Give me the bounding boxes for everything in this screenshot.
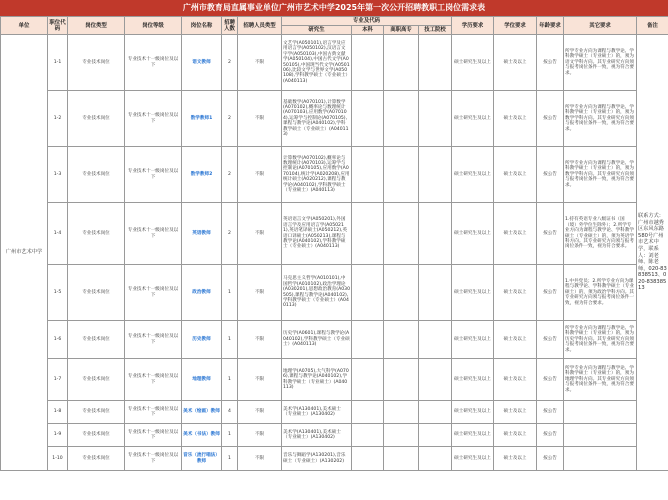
- candidate-type-cell: 不限: [238, 203, 282, 265]
- age-cell: 按公告: [537, 447, 564, 471]
- header-bachelor: 本科: [352, 26, 384, 35]
- education-cell: 硕士研究生及以上: [452, 359, 494, 401]
- header-vocational: 高职高专: [384, 26, 419, 35]
- vocational-major-cell: [384, 447, 419, 471]
- table-row: [1, 35, 668, 91]
- graduate-major-cell: 文艺学(A050101),语言学及应用语言学(A050102),汉语言文字学(A050103),中国古典文献学(A050104),中国古代文学(A050105),中国现当代文学(A050106),比较文学与世界文学(A050108),学科教学硕士（专业硕士）(A040113): [282, 35, 352, 91]
- age-cell: 按公告: [537, 401, 564, 424]
- post-name-link[interactable]: 美术（绘画）教师: [183, 409, 220, 415]
- code-cell: 1-6: [48, 321, 68, 359]
- vocational-major-cell: [384, 424, 419, 447]
- post-type-cell: 专业技术岗位: [68, 91, 125, 147]
- age-cell: 按公告: [537, 424, 564, 447]
- post-level-cell: 专业技术十一级岗位及以下: [125, 91, 182, 147]
- table-row: [1, 203, 668, 265]
- other-requirements-cell: 1.持有英语专业八级证书（国（境）外学位生除外）；2.所学专业方向为课程与教学论、学科教学硕士（专业硕士）的，须为英语学科方向。其专业研究方向须与报考岗位条件一致，视为符合要求。: [564, 203, 637, 265]
- post-level-cell: 专业技术十一级岗位及以下: [125, 203, 182, 265]
- header-technical: 技工院校: [419, 26, 452, 35]
- code-cell: 1-10: [48, 447, 68, 471]
- candidate-type-cell: 不限: [238, 424, 282, 447]
- vocational-major-cell: [384, 265, 419, 321]
- count-cell: 2: [222, 91, 238, 147]
- table-row: [1, 424, 668, 447]
- header-code: 职位代码: [48, 17, 68, 35]
- graduate-major-cell: 马克思主义哲学(A010101),中国哲学(A010102),政治学理论(A030201),思想政治教育(A030505),课程与教学论(A040102),学科教学硕士（专业硕士）(A040113): [282, 265, 352, 321]
- post-type-cell: 专业技术岗位: [68, 147, 125, 203]
- degree-cell: 硕士及以上: [494, 35, 537, 91]
- education-cell: 硕士研究生及以上: [452, 321, 494, 359]
- candidate-type-cell: 不限: [238, 321, 282, 359]
- education-cell: 硕士研究生及以上: [452, 401, 494, 424]
- candidate-type-cell: 不限: [238, 147, 282, 203]
- post-level-cell: 专业技术十一级岗位及以下: [125, 424, 182, 447]
- bachelor-major-cell: [352, 447, 384, 471]
- unit-cell: 广州市艺术中学: [1, 35, 48, 471]
- post-name-cell[interactable]: [182, 265, 222, 321]
- table-row: [1, 359, 668, 401]
- post-level-cell: 专业技术十一级岗位及以下: [125, 401, 182, 424]
- post-name-cell[interactable]: [182, 447, 222, 471]
- post-name-link[interactable]: 政治教师: [192, 289, 211, 295]
- age-cell: 按公告: [537, 35, 564, 91]
- other-requirements-cell: 所学专业方向为课程与教学论、学科教学硕士（专业硕士）的，须为历史学科方向。其专业研究方向须与报考岗位条件一致，视为符合要求。: [564, 321, 637, 359]
- header-graduate: 研究生: [282, 26, 352, 35]
- post-type-cell: 专业技术岗位: [68, 447, 125, 471]
- table-row: [1, 401, 668, 424]
- post-name-cell[interactable]: [182, 203, 222, 265]
- table-row: [1, 321, 668, 359]
- post-level-cell: 专业技术十一级岗位及以下: [125, 447, 182, 471]
- post-type-cell: 专业技术岗位: [68, 203, 125, 265]
- post-type-cell: 专业技术岗位: [68, 424, 125, 447]
- code-cell: 1-4: [48, 203, 68, 265]
- post-type-cell: 专业技术岗位: [68, 35, 125, 91]
- count-cell: 1: [222, 447, 238, 471]
- bachelor-major-cell: [352, 401, 384, 424]
- count-cell: 1: [222, 424, 238, 447]
- header-age: 年龄要求: [537, 17, 564, 35]
- candidate-type-cell: 不限: [238, 401, 282, 424]
- post-level-cell: 专业技术十一级岗位及以下: [125, 359, 182, 401]
- other-requirements-cell: 所学专业方向为课程与教学论、学科教学硕士（专业硕士）的，须为数学学科方向。其专业研究方向须与报考岗位条件一致，视为符合要求。: [564, 147, 637, 203]
- graduate-major-cell: 历史学(A0601),课程与教学论(A040102),学科教学硕士（专业硕士）(A040113): [282, 321, 352, 359]
- degree-cell: 硕士及以上: [494, 321, 537, 359]
- bachelor-major-cell: [352, 265, 384, 321]
- degree-cell: 硕士及以上: [494, 401, 537, 424]
- vocational-major-cell: [384, 401, 419, 424]
- other-requirements-cell: [564, 447, 637, 471]
- other-requirements-cell: [564, 401, 637, 424]
- count-cell: 2: [222, 203, 238, 265]
- post-name-link[interactable]: 数学教师1: [190, 115, 213, 121]
- post-name-link[interactable]: 美术（书法）教师: [183, 432, 220, 438]
- education-cell: 硕士研究生及以上: [452, 424, 494, 447]
- degree-cell: 硕士及以上: [494, 359, 537, 401]
- vocational-major-cell: [384, 91, 419, 147]
- job-table: [0, 16, 668, 471]
- education-cell: 硕士研究生及以上: [452, 35, 494, 91]
- header-count: 招聘人数: [222, 17, 238, 35]
- technical-major-cell: [419, 147, 452, 203]
- count-cell: 2: [222, 35, 238, 91]
- page-title: 广州市教育局直属事业单位广州市艺术中学2025年第一次公开招聘教职工岗位需求表: [0, 0, 668, 16]
- code-cell: 1-9: [48, 424, 68, 447]
- code-cell: 1-8: [48, 401, 68, 424]
- table-row: [1, 147, 668, 203]
- graduate-major-cell: 美术学(A130401),美术硕士（专业硕士）(A130402): [282, 424, 352, 447]
- header-degree: 学位要求: [494, 17, 537, 35]
- graduate-major-cell: 基础数学(A070101),计算数学(A070102),概率论与数理统计(A070103),应用数学(A070104),运筹学与控制论(A070105),课程与教学论(A040102),学科教学硕士（专业硕士）(A040113): [282, 91, 352, 147]
- vocational-major-cell: [384, 35, 419, 91]
- age-cell: 按公告: [537, 359, 564, 401]
- degree-cell: 硕士及以上: [494, 265, 537, 321]
- vocational-major-cell: [384, 203, 419, 265]
- graduate-major-cell: 音乐与舞蹈学(A130201),音乐硕士（专业硕士）(A130202): [282, 447, 352, 471]
- post-name-link[interactable]: 音乐（流行唱法）教师: [183, 453, 220, 464]
- technical-major-cell: [419, 447, 452, 471]
- post-type-cell: 专业技术岗位: [68, 321, 125, 359]
- candidate-type-cell: 不限: [238, 35, 282, 91]
- degree-cell: 硕士及以上: [494, 147, 537, 203]
- post-type-cell: 专业技术岗位: [68, 401, 125, 424]
- header-post-level: 岗位等级: [125, 17, 182, 35]
- post-name-link[interactable]: 英语教师: [192, 230, 211, 236]
- header-other: 其它要求: [564, 17, 637, 35]
- candidate-type-cell: 不限: [238, 447, 282, 471]
- age-cell: 按公告: [537, 91, 564, 147]
- bachelor-major-cell: [352, 203, 384, 265]
- age-cell: 按公告: [537, 265, 564, 321]
- table-row: [1, 265, 668, 321]
- technical-major-cell: [419, 401, 452, 424]
- graduate-major-cell: 计算数学(A070102),概率论与数理统计(A070103),运筹学与控制论(A070105),应用数学(A070104),统计学(A020208),应用统计硕士(A020212),课程与教学论(A040102),学科教学硕士（专业硕士）(A040113): [282, 147, 352, 203]
- post-name-link[interactable]: 数学教师2: [190, 171, 213, 177]
- post-level-cell: 专业技术十一级岗位及以下: [125, 35, 182, 91]
- vocational-major-cell: [384, 321, 419, 359]
- other-requirements-cell: 1.中共党员；2.所学专业方向为课程与教学论、学科教学硕士（专业硕士）的，须为政治学科方向。其专业研究方向须与报考岗位条件一致，视为符合要求。: [564, 265, 637, 321]
- post-name-cell[interactable]: [182, 91, 222, 147]
- post-name-cell[interactable]: [182, 424, 222, 447]
- code-cell: 1-3: [48, 147, 68, 203]
- candidate-type-cell: 不限: [238, 91, 282, 147]
- header-major-group: 专业及代码: [282, 17, 452, 26]
- graduate-major-cell: 英语语言文学(A050201),外国语言学及应用语言学(A050211),英语笔译硕士(A050212),英语口译硕士(A050213),课程与教学论(A040102),学科教学硕士（专业硕士）(A040113): [282, 203, 352, 265]
- header-post-name: 岗位名称: [182, 17, 222, 35]
- post-name-link[interactable]: 语文教师: [192, 59, 211, 65]
- count-cell: 1: [222, 359, 238, 401]
- post-name-cell[interactable]: [182, 359, 222, 401]
- post-level-cell: 专业技术十一级岗位及以下: [125, 147, 182, 203]
- post-level-cell: 专业技术十一级岗位及以下: [125, 321, 182, 359]
- post-name-cell[interactable]: [182, 401, 222, 424]
- table-row: [1, 91, 668, 147]
- degree-cell: 硕士及以上: [494, 447, 537, 471]
- technical-major-cell: [419, 359, 452, 401]
- count-cell: 4: [222, 401, 238, 424]
- education-cell: 硕士研究生及以上: [452, 147, 494, 203]
- count-cell: 1: [222, 265, 238, 321]
- post-name-cell[interactable]: [182, 321, 222, 359]
- degree-cell: 硕士及以上: [494, 203, 537, 265]
- count-cell: 2: [222, 147, 238, 203]
- count-cell: 1: [222, 321, 238, 359]
- header-education: 学历要求: [452, 17, 494, 35]
- graduate-major-cell: 地理学(A0705),大气科学(A0706),课程与教学论(A040102),学科教学硕士（专业硕士）(A040113): [282, 359, 352, 401]
- education-cell: 硕士研究生及以上: [452, 203, 494, 265]
- header-candidate-type: 招聘人员类型: [238, 17, 282, 35]
- post-name-link[interactable]: 历史教师: [192, 336, 211, 342]
- education-cell: 硕士研究生及以上: [452, 447, 494, 471]
- post-name-cell[interactable]: [182, 147, 222, 203]
- table-row: [1, 447, 668, 471]
- vocational-major-cell: [384, 147, 419, 203]
- post-type-cell: 专业技术岗位: [68, 265, 125, 321]
- bachelor-major-cell: [352, 321, 384, 359]
- bachelor-major-cell: [352, 35, 384, 91]
- bachelor-major-cell: [352, 424, 384, 447]
- degree-cell: 硕士及以上: [494, 91, 537, 147]
- remark-cell: 联系方式：广州市越秀区东风东路580号广州市艺术中学，联系人：刘老师、陈老师，020-83838513、020-83838513: [637, 35, 668, 471]
- age-cell: 按公告: [537, 203, 564, 265]
- education-cell: 硕士研究生及以上: [452, 265, 494, 321]
- post-name-link[interactable]: 地理教师: [192, 376, 211, 382]
- bachelor-major-cell: [352, 359, 384, 401]
- technical-major-cell: [419, 265, 452, 321]
- candidate-type-cell: 不限: [238, 265, 282, 321]
- header-unit: 单位: [1, 17, 48, 35]
- other-requirements-cell: 所学专业方向为课程与教学论、学科教学硕士（专业硕士）的，须为语文学科方向。其专业研究方向须与报考岗位条件一致，视为符合要求。: [564, 35, 637, 91]
- other-requirements-cell: 所学专业方向为课程与教学论、学科教学硕士（专业硕士）的，须为数学学科方向。其专业研究方向须与报考岗位条件一致，视为符合要求。: [564, 91, 637, 147]
- age-cell: 按公告: [537, 147, 564, 203]
- candidate-type-cell: 不限: [238, 359, 282, 401]
- bachelor-major-cell: [352, 147, 384, 203]
- other-requirements-cell: 所学专业方向为课程与教学论、学科教学硕士（专业硕士）的，须为地理学科方向。其专业研究方向须与报考岗位条件一致，视为符合要求。: [564, 359, 637, 401]
- code-cell: 1-5: [48, 265, 68, 321]
- other-requirements-cell: [564, 424, 637, 447]
- education-cell: 硕士研究生及以上: [452, 91, 494, 147]
- age-cell: 按公告: [537, 321, 564, 359]
- bachelor-major-cell: [352, 91, 384, 147]
- code-cell: 1-7: [48, 359, 68, 401]
- technical-major-cell: [419, 91, 452, 147]
- post-name-cell[interactable]: [182, 35, 222, 91]
- technical-major-cell: [419, 321, 452, 359]
- header-remark: 备注: [637, 17, 668, 35]
- degree-cell: 硕士及以上: [494, 424, 537, 447]
- technical-major-cell: [419, 35, 452, 91]
- post-level-cell: 专业技术十一级岗位及以下: [125, 265, 182, 321]
- vocational-major-cell: [384, 359, 419, 401]
- code-cell: 1-1: [48, 35, 68, 91]
- technical-major-cell: [419, 424, 452, 447]
- technical-major-cell: [419, 203, 452, 265]
- code-cell: 1-2: [48, 91, 68, 147]
- post-type-cell: 专业技术岗位: [68, 359, 125, 401]
- header-post-type: 岗位类型: [68, 17, 125, 35]
- graduate-major-cell: 美术学(A130401),美术硕士（专业硕士）(A130402): [282, 401, 352, 424]
